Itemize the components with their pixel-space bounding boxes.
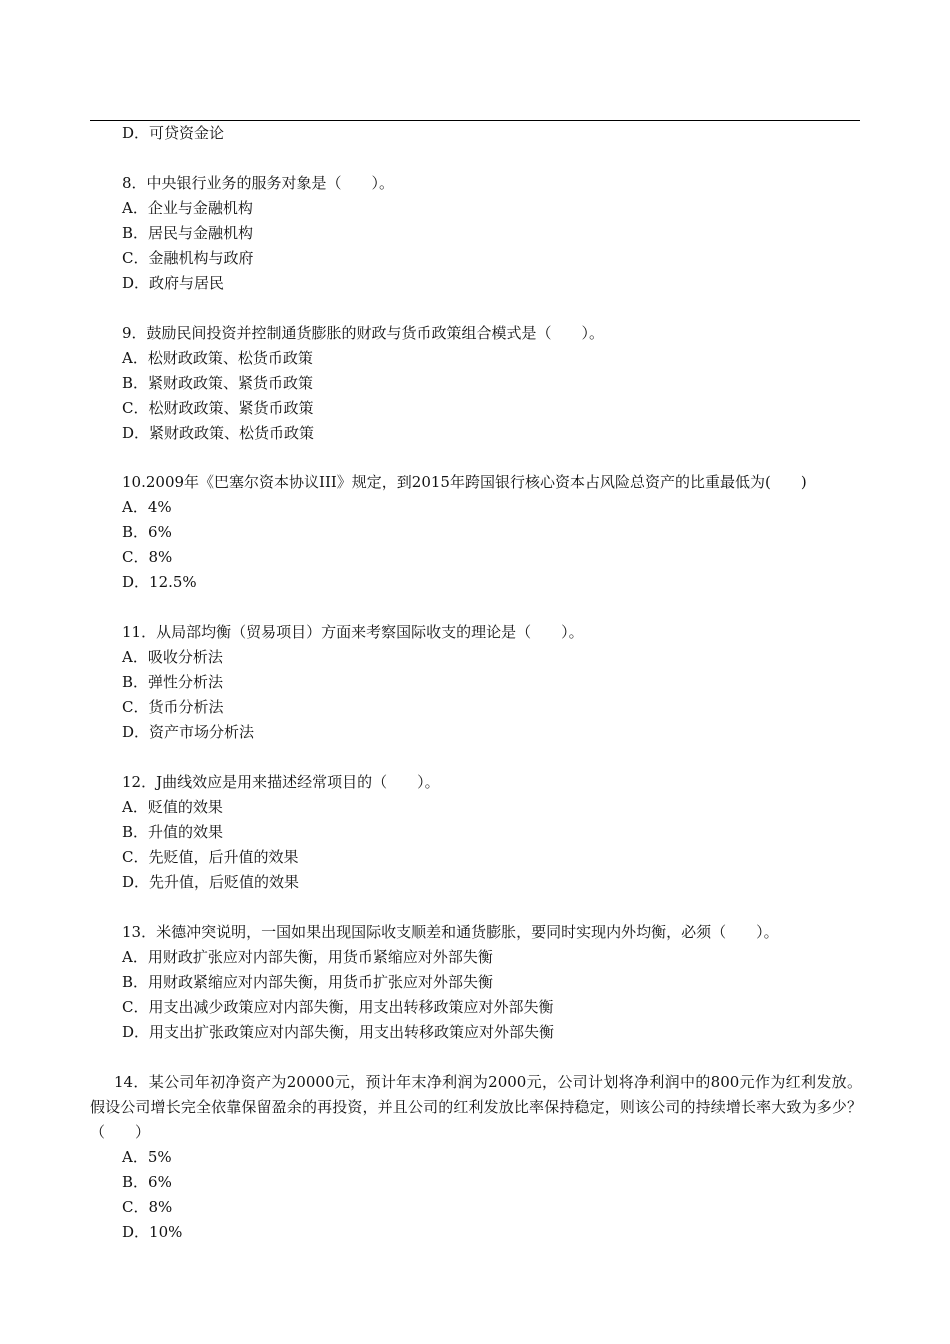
question-block bbox=[122, 321, 862, 446]
answer-option: D．12.5% bbox=[122, 573, 197, 592]
answer-option: C．货币分析法 bbox=[122, 698, 224, 717]
question-stem: 14．某公司年初净资产为20000元，预计年末净利润为2000元，公司计划将净利润中的800元作为红利发放。假设公司增长完全依靠保留盈余的再投资，并且公司的红利发放比率保持稳定，则该公司的持续增长率大致为多少？（ ） bbox=[90, 1072, 862, 1141]
question-block bbox=[122, 470, 862, 595]
question-block bbox=[90, 1070, 862, 1245]
question-stem: 12．J曲线效应是用来描述经常项目的（ ）。 bbox=[122, 772, 440, 791]
answer-option: C．8% bbox=[122, 1197, 173, 1216]
answer-option: C．金融机构与政府 bbox=[122, 248, 254, 267]
answer-option: B．用财政紧缩应对内部失衡，用货币扩张应对外部失衡 bbox=[122, 972, 494, 991]
answer-option: A．企业与金融机构 bbox=[122, 198, 253, 217]
answer-option: D．资产市场分析法 bbox=[122, 723, 255, 742]
question-block bbox=[122, 920, 862, 1045]
answer-option: A．吸收分析法 bbox=[122, 648, 223, 667]
answer-option: A．用财政扩张应对内部失衡，用货币紧缩应对外部失衡 bbox=[122, 947, 493, 966]
answer-option: D．先升值，后贬值的效果 bbox=[122, 872, 300, 891]
question-block bbox=[122, 620, 862, 745]
answer-option: C．松财政政策、紧货币政策 bbox=[122, 398, 314, 417]
answer-option: B．紧财政政策、紧货币政策 bbox=[122, 373, 314, 392]
answer-option: B．弹性分析法 bbox=[122, 673, 224, 692]
prev-option-d: D．可贷资金论 bbox=[122, 124, 225, 142]
question-stem: 10.2009年《巴塞尔资本协议III》规定，到2015年跨国银行核心资本占风险总资产的比重最低为( ) bbox=[122, 473, 807, 492]
answer-option: D．紧财政政策、松货币政策 bbox=[122, 423, 315, 442]
question-list bbox=[90, 121, 862, 1245]
question-block bbox=[122, 770, 862, 895]
answer-option: C．用支出减少政策应对内部失衡，用支出转移政策应对外部失衡 bbox=[122, 997, 554, 1016]
answer-option: C．先贬值，后升值的效果 bbox=[122, 847, 299, 866]
answer-option: B．6% bbox=[122, 523, 172, 542]
answer-option: C．8% bbox=[122, 548, 173, 567]
answer-option: B．6% bbox=[122, 1172, 172, 1191]
answer-option: D．政府与居民 bbox=[122, 273, 225, 292]
answer-option: A．4% bbox=[122, 498, 172, 517]
question-stem: 8．中央银行业务的服务对象是（ ）。 bbox=[122, 173, 395, 192]
question-stem: 9．鼓励民间投资并控制通货膨胀的财政与货币政策组合模式是（ ）。 bbox=[122, 323, 605, 342]
answer-option: B．升值的效果 bbox=[122, 822, 224, 841]
question-stem: 11．从局部均衡（贸易项目）方面来考察国际收支的理论是（ ）。 bbox=[122, 623, 584, 642]
question-stem: 13．米德冲突说明，一国如果出现国际收支顺差和通货膨胀，要同时实现内外均衡，必须（ ）。 bbox=[122, 922, 779, 941]
answer-option: D．用支出扩张政策应对内部失衡，用支出转移政策应对外部失衡 bbox=[122, 1022, 555, 1041]
answer-option: A．松财政政策、松货币政策 bbox=[122, 348, 313, 367]
answer-option: B．居民与金融机构 bbox=[122, 223, 254, 242]
answer-option: D．10% bbox=[122, 1222, 183, 1241]
answer-option: A．贬值的效果 bbox=[122, 797, 223, 816]
answer-option: A．5% bbox=[122, 1147, 172, 1166]
question-block bbox=[122, 171, 862, 296]
